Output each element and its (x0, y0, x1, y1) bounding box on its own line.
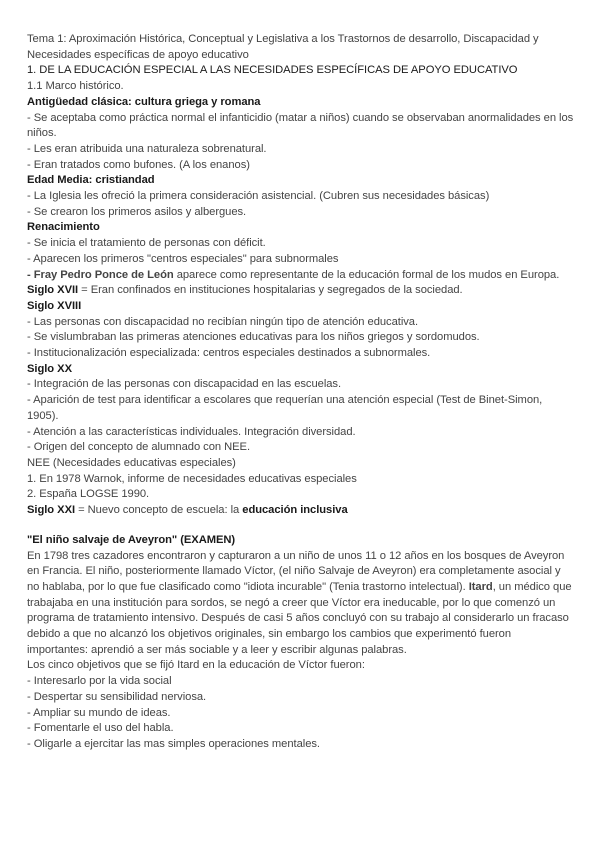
itard-name: Itard (468, 580, 493, 593)
edad-media-heading: Edad Media: cristiandad (27, 174, 155, 187)
renacimiento-item: - Aparecen los primeros "centros especiales" para subnormales (27, 252, 339, 265)
siglo-xx-item: - Atención a las características individuales. Integración diversidad. (27, 425, 356, 438)
aveyron-text-b: , un médico que trabajaba en una institución para sordos, se negó a creer que Víctor era ineducable, por lo que comenzó un programa de tratamiento intensivo. Después de casi 5 años concluyó con su trabajo al considerarlo un fracaso debido a que no alcanzó los objetivos originales, sin embargo los cambios que experimentó fueron importantes: aprendió a ser más sociable y a leer y escribir algunas palabras. (27, 580, 572, 656)
objetivo-item: - Despertar su sensibilidad nerviosa. (27, 690, 207, 703)
renacimiento-item: - Se inicia el tratamiento de personas con déficit. (27, 237, 266, 250)
siglo-xxi-label: Siglo XXI (27, 504, 76, 517)
siglo-xxi-bold: educación inclusiva (242, 504, 348, 517)
objetivo-item: - Fomentarle el uso del habla. (27, 722, 174, 735)
siglo-xvii-line (27, 283, 574, 299)
aveyron-text-a: En 1798 tres cazadores encontraron y capturaron a un niño de unos 11 o 12 años en los bosques de Aveyron en Francia. El niño, posteriormente llamado Víctor, (el niño Salvaje de Aveyron) era completamente asocial y no hablaba, por lo que fue clasificado como "idiota incurable" (Tenia trastorno intelectual). (27, 549, 565, 593)
siglo-xx-item: - Origen del concepto de alumnado con NEE. (27, 441, 251, 454)
edad-media-item: - Se crearon los primeros asilos y albergues. (27, 205, 247, 218)
subsection-1-1: 1.1 Marco histórico. (27, 80, 124, 93)
nee-item: 1. En 1978 Warnok, informe de necesidades educativas especiales (27, 472, 357, 485)
renacimiento-fray-line (27, 268, 574, 284)
siglo-xx-item: - Integración de las personas con discapacidad en las escuelas. (27, 378, 342, 391)
antiguedad-heading: Antigüedad clásica: cultura griega y romana (27, 95, 261, 108)
document-title: Tema 1: Aproximación Histórica, Conceptual y Legislativa a los Trastornos de desarrollo, Discapacidad y Necesidades específicas de apoyo educativo (27, 33, 539, 61)
siglo-xx-heading: Siglo XX (27, 362, 72, 375)
renacimiento-heading: Renacimiento (27, 221, 100, 234)
nee-item: 2. España LOGSE 1990. (27, 488, 150, 501)
objetivo-item: - Interesarlo por la vida social (27, 675, 172, 688)
siglo-xvii-label: Siglo XVII (27, 284, 79, 297)
aveyron-paragraph (27, 549, 574, 659)
aveyron-heading: "El niño salvaje de Aveyron" (EXAMEN) (27, 533, 236, 546)
objetivo-item: - Oligarle a ejercitar las mas simples operaciones mentales. (27, 737, 320, 750)
nee-heading: NEE (Necesidades educativas especiales) (27, 456, 236, 469)
siglo-xviii-item: - Se vislumbraban las primeras atenciones educativas para los niños griegos y sordomudos. (27, 331, 480, 344)
edad-media-item: - La Iglesia les ofreció la primera consideración asistencial. (Cubren sus necesidades básicas) (27, 190, 490, 203)
siglo-xviii-heading: Siglo XVIII (27, 299, 82, 312)
spacer (27, 519, 574, 533)
objetivo-item: - Ampliar su mundo de ideas. (27, 706, 171, 719)
siglo-xx-item: - Aparición de test para identificar a escolares que requerían una atención especial (Test de Binet-Simon, 1905). (27, 394, 543, 422)
antiguedad-item: - Les eran atribuida una naturaleza sobrenatural. (27, 142, 267, 155)
siglo-xvii-text: = Eran confinados en instituciones hospitalarias y segregados de la sociedad. (78, 284, 463, 297)
antiguedad-item: - Eran tratados como bufones. (A los enanos) (27, 158, 250, 171)
section-1-heading: 1. DE LA EDUCACIÓN ESPECIAL A LAS NECESIDADES ESPECÍFICAS DE APOYO EDUCATIVO (27, 64, 518, 77)
siglo-xxi-text: = Nuevo concepto de escuela: la (75, 504, 243, 517)
siglo-xxi-line (27, 503, 574, 519)
siglo-xviii-item: - Institucionalización especializada: centros especiales destinados a subnormales. (27, 347, 431, 360)
antiguedad-item: - Se aceptaba como práctica normal el infanticidio (matar a niños) cuando se observaban anormalidades en los niños. (27, 111, 574, 140)
fray-name: - Fray Pedro Ponce de León (27, 268, 174, 281)
objetivos-intro: Los cinco objetivos que se fijó Itard en la educación de Víctor fueron: (27, 659, 365, 672)
fray-text: aparece como representante de la educación formal de los mudos en Europa. (173, 268, 560, 281)
siglo-xviii-item: - Las personas con discapacidad no recibían ningún tipo de atención educativa. (27, 315, 419, 328)
